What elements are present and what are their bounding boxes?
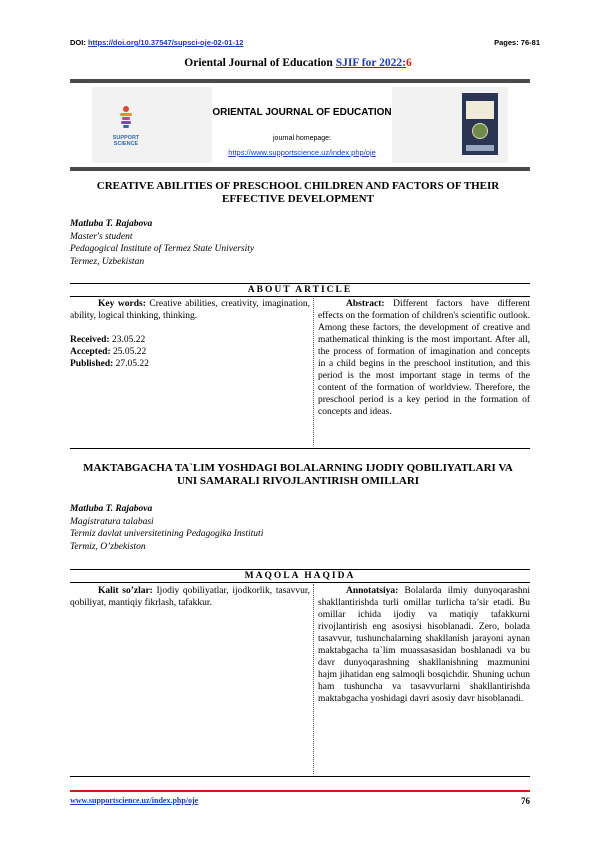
doi-link[interactable]: https://doi.org/10.37547/supsci-oje-02-01-12 [87,38,244,47]
banner-title: ORIENTAL JOURNAL OF EDUCATION [212,107,392,118]
article-title-en [80,180,516,206]
abstract-column-uz [318,585,530,705]
author-institution-uz: Termiz davlat universitetining Pedagogika Instituti [70,529,264,539]
article-title-uz [80,462,516,488]
keywords-text-uz: Ijodiy qobiliyatlar, ijodkorlik, tasavvur, qobiliyat, mantiqiy fikrlash, tafakkur. [70,586,310,608]
received-line [70,334,310,346]
cover-title-area [466,101,494,119]
title-en-line1: CREATIVE ABILITIES OF PRESCHOOL CHILDREN AND FACTORS OF THEIR [96,180,500,192]
column-divider-uz [313,584,314,774]
logo-mark-icon [116,105,136,131]
author-location: Termez, Uzbekistan [70,256,145,267]
title-uz-line1: MAKTABGACHA TA`LIM YOSHDAGI BOLALARNING IJODIY QOBILIYATLARI VA [83,462,513,474]
journal-banner [70,79,530,171]
published-line [70,358,310,370]
journal-cover-thumbnail [462,93,498,155]
doi [70,38,243,47]
author-role-uz: Magistratura talabasi [70,516,154,527]
banner-bottom-rule [70,167,530,171]
homepage-label: journal homepage: [273,135,331,142]
logo-text-line2: SCIENCE [113,141,139,147]
author-name: Matluba T. Rajabova [70,219,153,229]
keywords-text: Creative abilities, creativity, imagination, ability, logical thinking, thinking. [70,299,310,321]
banner-center-panel [212,87,392,163]
sjif-score: 6 [405,57,412,69]
published-label: Published: [70,359,114,369]
page-footer [70,796,530,805]
abstract-text: Different factors have different effects on the formation of children's scientific outlook. Among these factors, the development of creative and mathematical thinking is the most important. After all, the process of formation of imagination and concepts in a child begins in the preschool institution, and this period is the most important stage in terms of the content of the formation of worldview. Therefore, the preschool period is a key period in the formation of concepts and ideas. [318,299,531,417]
logo-text-line1: SUPPORT [112,135,140,141]
section-head-maqola-haqida: MAQOLA HAQIDA [70,569,530,583]
page-number: 76 [521,796,530,806]
author-block-en [70,218,390,268]
banner-top-rule [70,79,530,83]
column-divider [313,298,314,445]
abstract-column-en [318,298,530,418]
keywords-paragraph-uz [70,585,310,609]
keywords-column-uz [70,585,310,609]
author-location-uz: Termiz, O’zbekiston [70,541,146,552]
abstract-label: Abstract: [346,299,385,309]
banner-inner [92,87,508,163]
title-uz-line2: UNI SAMARALI RIVOJLANTIRISH OMILLARI [176,475,420,487]
journal-line [0,57,596,69]
journal-name: Oriental Journal of Education [184,57,333,69]
author-name-uz: Matluba T. Rajabova [70,504,153,514]
abstract-paragraph [318,298,530,418]
abstract-text-uz: Bolalarda ilmiy dunyoqarashni shakllantirishda turli omillar turlicha ta’sir etadi. Bu omillar ichida ijodiy va matiqiy tafakkurni rivojlantirish eng asosiysi hisoblanadi. Zero, bolada tasavvur, tushunchalarning shakllanish jarayoni aynan maktabgacha ta`lim muassasasidan boshlanadi va bu davr dunyoqarashning shakllanishning mazmunini hajm jihatidan eng salmoqli bosqichdir. Shuning uchun ham tushuncha va tasavvurlarni shakllantirishda maktabgacha yoshidagi davri asosiy davr hisoblanadi. [318,586,531,704]
accepted-label: Accepted: [70,347,111,357]
accepted-date: 25.05.22 [113,347,147,357]
keywords-label-uz: Kalit so’zlar: [98,586,153,596]
support-science-logo [102,105,150,159]
page-range: Pages: 76-81 [494,38,540,47]
author-block-uz [70,503,390,553]
published-date: 27.05.22 [115,359,149,369]
doi-label: DOI: [70,38,86,47]
author-institution: Pedagogical Institute of Termez State University [70,244,255,254]
section-end-rule-uz [70,776,530,777]
abstract-paragraph-uz [318,585,530,705]
abstract-label-uz: Annotatsiya: [346,586,399,596]
author-role: Master's student [70,231,133,242]
cover-emblem-icon [472,123,488,139]
section-head-about-article: ABOUT ARTICLE [70,283,530,297]
footer-rule [70,790,530,792]
page-header [70,38,540,50]
keywords-column-en [70,298,310,370]
sjif-link[interactable]: SJIF for 2022: [335,57,406,69]
logo-text [102,135,150,147]
keywords-paragraph [70,298,310,322]
footer-journal-link[interactable]: www.supportscience.uz/index.php/oje [70,796,199,805]
received-date: 23.05.22 [111,335,146,345]
cover-footer-band [466,145,494,151]
accepted-line [70,346,310,358]
received-label: Received: [70,335,110,345]
title-en-line2: EFFECTIVE DEVELOPMENT [222,193,374,205]
homepage-link[interactable]: https://www.supportscience.uz/index.php/oje [228,148,376,157]
section-end-rule [70,448,530,449]
keywords-label: Key words: [98,299,146,309]
